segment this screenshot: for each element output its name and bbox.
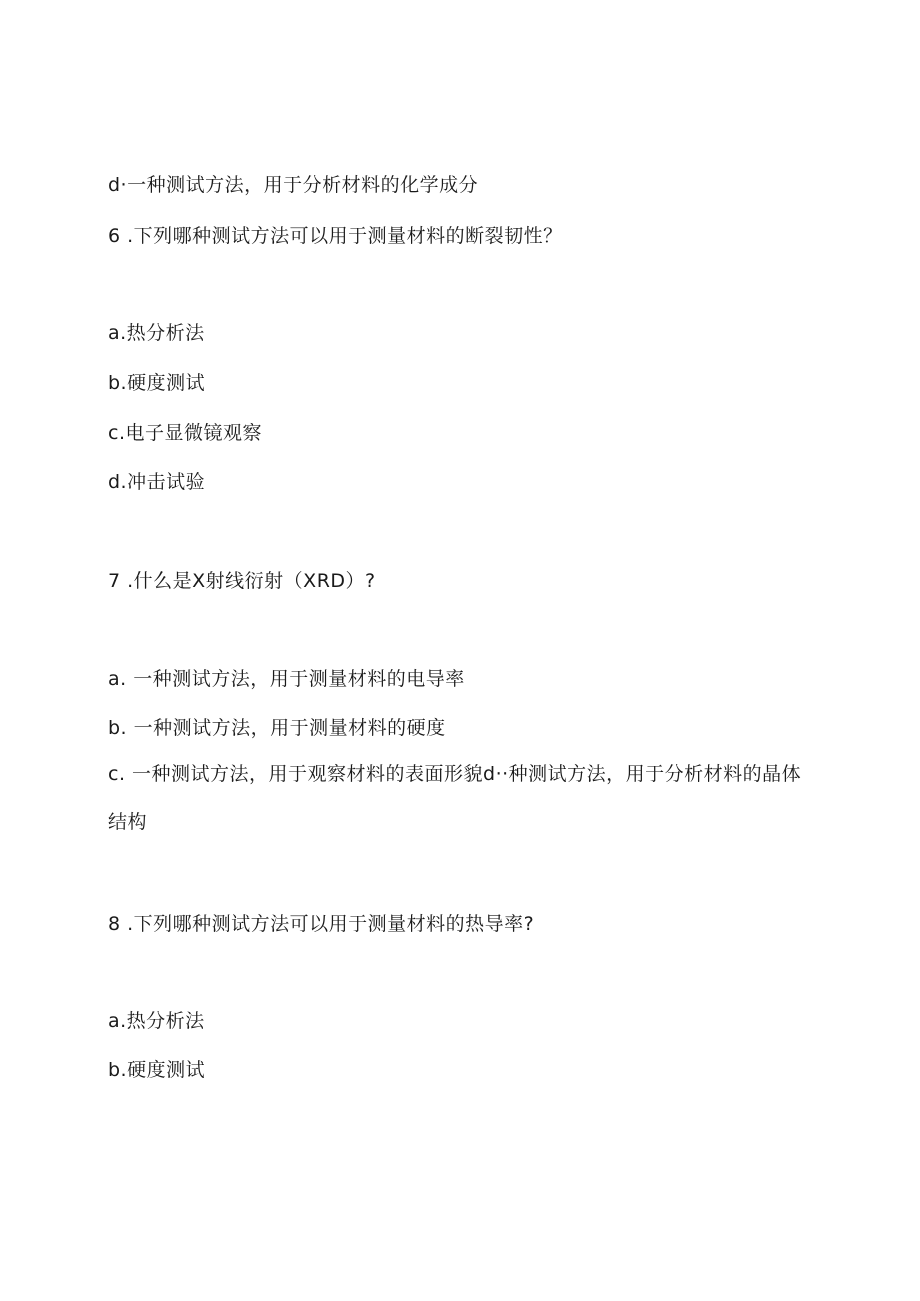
q8-option-b: b.硬度测试	[108, 1059, 206, 1081]
question-8: 8 .下列哪种测试方法可以用于测量材料的热导率?	[108, 913, 535, 935]
q7-option-c-d: c. 一种测试方法，用于观察材料的表面形貌d··种测试方法，用于分析材料的晶体结构	[108, 763, 802, 833]
q6-option-c: c.电子显微镜观察	[108, 422, 262, 444]
q8-option-a: a.热分析法	[108, 1010, 205, 1032]
q7-option-a: a. 一种测试方法，用于测量材料的电导率	[108, 668, 465, 690]
q6-option-a: a.热分析法	[108, 322, 205, 344]
option-d-chemical-composition: d·一种测试方法，用于分析材料的化学成分	[108, 174, 479, 196]
q6-option-b: b.硬度测试	[108, 372, 206, 394]
q7-option-b: b. 一种测试方法，用于测量材料的硬度	[108, 717, 446, 739]
question-7: 7 .什么是X射线衍射（XRD）?	[108, 570, 376, 592]
question-6: 6 .下列哪种测试方法可以用于测量材料的断裂韧性？	[108, 225, 563, 247]
q6-option-d: d.冲击试验	[108, 471, 206, 493]
